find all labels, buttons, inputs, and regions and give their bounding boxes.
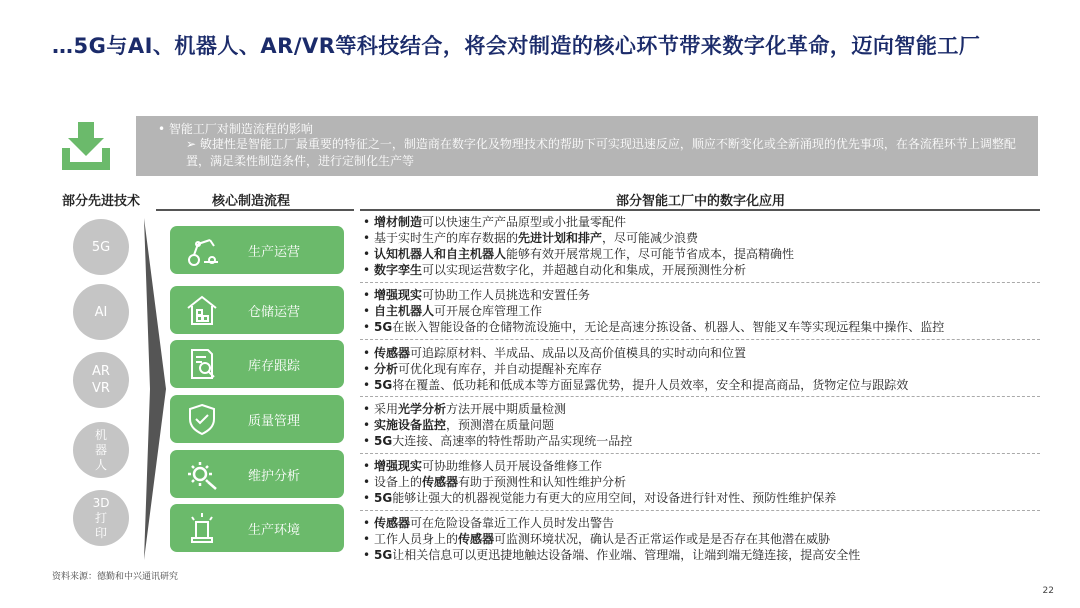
app-keyword: 光学分析: [398, 402, 447, 416]
app-keyword: 分析: [374, 362, 399, 376]
process-quality: [170, 395, 344, 443]
app-text: 可协助工作人员挑选和安置任务: [422, 288, 591, 302]
tech-circle-arvr: [73, 352, 129, 408]
document-search-icon: [184, 346, 220, 382]
apps-production: [360, 214, 1040, 278]
apps-environment: [360, 515, 1040, 563]
process-inventory: [170, 340, 344, 388]
process-label: 生产运营: [248, 245, 301, 260]
app-text: 可以实现运营数字化，并超越自动化和集成，开展预测性分析: [422, 263, 747, 277]
app-text: 让相关信息可以更迅捷地触达设备端、作业端、管理端，让端到端无缝连接，提高安全性: [392, 548, 861, 562]
process-maintenance: [170, 450, 344, 498]
header-apps: 部分智能工厂中的数字化应用: [616, 194, 786, 209]
app-keyword: 实施设备监控: [374, 418, 447, 432]
app-text: 可在危险设备靠近工作人员时发出警告: [410, 516, 615, 530]
app-keyword: 5G: [374, 548, 393, 562]
apps-quality: [360, 401, 1040, 449]
app-bullet: [374, 433, 1040, 449]
tech-label: 5G: [91, 239, 111, 255]
tech-label: AI: [94, 304, 108, 320]
process-label: 质量管理: [248, 414, 301, 429]
app-keyword: 5G: [374, 491, 393, 505]
row-separator: [360, 453, 1040, 454]
warehouse-icon: [184, 292, 220, 328]
app-text: 在嵌入智能设备的仓储物流设施中，无论是高速分拣设备、机器人、智能叉车等实现远程集中操作、监控: [392, 320, 945, 334]
process-label: 库存跟踪: [248, 359, 301, 374]
apps-warehouse: [360, 287, 1040, 335]
app-text: 可开展仓库管理工作: [434, 304, 543, 318]
app-keyword: 增材制造: [374, 215, 423, 229]
robot-arm-icon: [184, 232, 220, 268]
app-text: 采用: [374, 402, 399, 416]
app-keyword: 自主机器人: [374, 304, 435, 318]
app-keyword: 先进计划和排产: [518, 231, 603, 245]
tech-circle-5g: [73, 219, 129, 275]
process-warehouse: [170, 286, 344, 334]
app-bullet: [374, 515, 1040, 531]
shield-check-icon: [184, 401, 220, 437]
app-bullet: [374, 474, 1040, 490]
app-keyword: 传感器: [458, 532, 495, 546]
row-separator: [360, 396, 1040, 397]
process-label: 仓储运营: [248, 305, 301, 320]
app-keyword: 传感器: [374, 516, 411, 530]
app-keyword: 5G: [374, 434, 393, 448]
app-text: 基于实时生产的库存数据的: [374, 231, 519, 245]
app-bullet: [374, 547, 1040, 563]
row-separator: [360, 510, 1040, 511]
app-text: 可以快速生产产品原型或小批量零配件: [422, 215, 627, 229]
app-bullet: [374, 287, 1040, 303]
app-text: 工作人员身上的: [374, 532, 459, 546]
tech-circle-ai: [73, 284, 129, 340]
page-number: 22: [1042, 586, 1054, 596]
app-keyword: 5G: [374, 320, 393, 334]
intro-point: ➢ 敏捷性是智能工厂最重要的特征之一，制造商在数字化及物理技术的帮助下可实现迅速反应，顺应不断变化或全新涌现的优先事项，在各流程环节上调整配置，满足柔性制造条件，进行定制化生产等: [186, 137, 1016, 168]
intro-heading: • 智能工厂对制造流程的影响: [158, 122, 313, 136]
app-keyword: 传感器: [422, 475, 459, 489]
app-text: 能够有效开展常规工作，尽可能节省成本，提高精确性: [506, 247, 795, 261]
process-label: 生产环境: [248, 523, 301, 538]
gear-wrench-icon: [184, 456, 220, 492]
chevron-right-icon: [144, 218, 166, 560]
app-bullet: [374, 531, 1040, 547]
header-process: 核心制造流程: [212, 194, 291, 209]
app-bullet: [374, 458, 1040, 474]
app-bullet: [374, 345, 1040, 361]
app-text: 可监测环境状况，确认是否正常运作或是是否存在其他潜在威胁: [494, 532, 831, 546]
app-text: 能够让强大的机器视觉能力有更大的应用空间，对设备进行针对性、预防性维护保养: [392, 491, 837, 505]
page-title: …5G与AI、机器人、AR/VR等科技结合，将会对制造的核心环节带来数字化革命，迈向智能工厂: [52, 34, 981, 58]
app-text: 可追踪原材料、半成品、成品以及高价值模具的实时动向和位置: [410, 346, 747, 360]
app-bullet: [374, 319, 1040, 335]
app-text: 方法开展中期质量检测: [446, 402, 567, 416]
app-bullet: [374, 214, 1040, 230]
header-divider-process: [156, 209, 354, 211]
download-tray-icon: [58, 118, 114, 174]
header-tech: 部分先进技术: [62, 194, 141, 209]
tech-label: AR VR: [92, 364, 110, 396]
app-bullet: [374, 401, 1040, 417]
app-text: 设备上的: [374, 475, 423, 489]
app-keyword: 增强现实: [374, 288, 423, 302]
app-bullet: [374, 262, 1040, 278]
app-text: 可优化现有库存，并自动提醒补充库存: [398, 362, 603, 376]
alarm-light-icon: [184, 510, 220, 546]
row-separator: [360, 282, 1040, 283]
apps-inventory: [360, 345, 1040, 393]
process-environment: [170, 504, 344, 552]
apps-maintenance: [360, 458, 1040, 506]
process-production: [170, 226, 344, 274]
app-keyword: 数字孪生: [374, 263, 423, 277]
tech-circle-3d: [73, 490, 129, 546]
tech-label: 机 器 人: [94, 427, 107, 472]
app-text: 将在覆盖、低功耗和低成本等方面显露优势，提升人员效率，安全和提高商品，货物定位与跟踪效: [392, 378, 909, 392]
app-text: 大连接、高速率的特性帮助产品实现统一品控: [392, 434, 633, 448]
tech-circle-robot: [73, 422, 129, 478]
app-bullet: [374, 246, 1040, 262]
app-keyword: 增强现实: [374, 459, 423, 473]
app-bullet: [374, 417, 1040, 433]
header-divider-apps: [360, 209, 1040, 211]
app-text: 可协助维修人员开展设备维修工作: [422, 459, 603, 473]
app-keyword: 5G: [374, 378, 393, 392]
app-bullet: [374, 377, 1040, 393]
row-separator: [360, 339, 1040, 340]
app-bullet: [374, 490, 1040, 506]
process-label: 维护分析: [248, 469, 301, 484]
tech-label: 3D 打 印: [92, 495, 110, 540]
app-text: ，预测潜在质量问题: [446, 418, 555, 432]
app-bullet: [374, 303, 1040, 319]
intro-box: [136, 116, 1038, 176]
app-keyword: 传感器: [374, 346, 411, 360]
app-bullet: [374, 361, 1040, 377]
app-keyword: 认知机器人和自主机器人: [374, 247, 507, 261]
source-note: 资料来源：德勤和中兴通讯研究: [52, 572, 179, 582]
app-text: 有助于预测性和认知性维护分析: [458, 475, 627, 489]
app-text: ，尽可能减少浪费: [602, 231, 699, 245]
app-bullet: [374, 230, 1040, 246]
